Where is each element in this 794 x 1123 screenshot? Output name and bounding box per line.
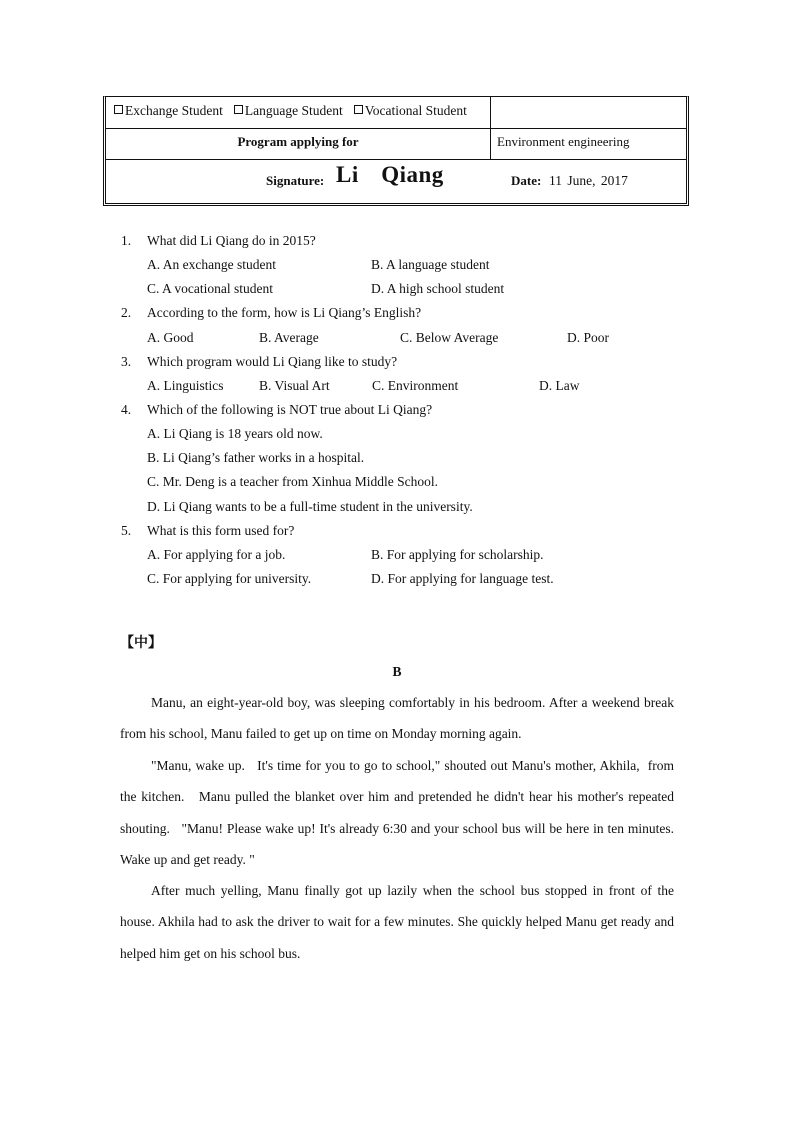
form-row-student-type: [106, 97, 686, 129]
option-2b: B. Average: [259, 330, 319, 345]
question-2: [121, 305, 421, 321]
option-1b: B. A language student: [371, 257, 490, 272]
checkbox-label: Vocational Student: [364, 103, 467, 118]
option-5d: D. For applying for language test.: [371, 571, 554, 586]
option-2c: C. Below Average: [400, 330, 499, 345]
student-type-cell: [106, 97, 491, 128]
option-4b: B. Li Qiang’s father works in a hospital.: [147, 450, 365, 465]
question-number: 5.: [121, 523, 132, 538]
question-number: 4.: [121, 402, 132, 417]
program-value: Environment engineering: [497, 134, 630, 149]
question-4: [121, 402, 432, 418]
checkbox-vocational-student[interactable]: [354, 103, 467, 119]
passage-title: B: [392, 664, 402, 679]
question-text: Which of the following is NOT true about Li Qiang?: [147, 402, 433, 417]
application-form-table: [103, 96, 689, 206]
checkbox-icon: [114, 105, 123, 114]
empty-cell: [491, 97, 686, 128]
option-1d: D. A high school student: [371, 281, 505, 296]
program-value-cell: [491, 129, 686, 159]
option-5a: A. For applying for a job.: [147, 547, 286, 562]
form-row-program: [106, 129, 686, 160]
question-number: 2.: [121, 305, 132, 320]
date-label: Date:: [511, 173, 542, 188]
option-3b: B. Visual Art: [259, 378, 330, 393]
option-5b: B. For applying for scholarship.: [371, 547, 544, 562]
passage-paragraph-1: Manu, an eight-year-old boy, was sleeping comfortably in his bedroom. After a weekend break from his school, Manu failed to get up on time on Monday morning again.: [120, 695, 674, 742]
signature-name: Li Qiang: [336, 162, 444, 187]
option-5c: C. For applying for university.: [147, 571, 312, 586]
checkbox-exchange-student[interactable]: [114, 103, 223, 119]
option-2a: A. Good: [147, 330, 194, 345]
program-label: Program applying for: [237, 134, 359, 149]
form-row-signature: [106, 160, 686, 202]
option-1c: C. A vocational student: [147, 281, 273, 296]
question-text: Which program would Li Qiang like to study?: [147, 354, 398, 369]
question-text: According to the form, how is Li Qiang’s English?: [147, 305, 422, 320]
question-1: [121, 233, 316, 249]
question-text: What is this form used for?: [147, 523, 295, 538]
program-label-cell: [106, 129, 491, 159]
checkbox-label: Exchange Student: [125, 103, 223, 118]
question-number: 3.: [121, 354, 132, 369]
option-4c: C. Mr. Deng is a teacher from Xinhua Middle School.: [147, 474, 438, 489]
question-text: What did Li Qiang do in 2015?: [147, 233, 316, 248]
question-5: [121, 523, 294, 539]
checkbox-language-student[interactable]: [234, 103, 343, 119]
option-1a: A. An exchange student: [147, 257, 276, 272]
option-3c: C. Environment: [372, 378, 459, 393]
question-3: [121, 354, 397, 370]
passage-paragraph-3: After much yelling, Manu finally got up lazily when the school bus stopped in front of the house. Akhila had to ask the driver to wait for a few minutes. She quickly helped Manu get ready and helped him get on his school bus.: [120, 883, 674, 961]
checkbox-icon: [354, 105, 363, 114]
option-3a: A. Linguistics: [147, 378, 224, 393]
checkbox-label: Language Student: [244, 103, 343, 118]
checkbox-icon: [234, 105, 243, 114]
option-4a: A. Li Qiang is 18 years old now.: [147, 426, 323, 441]
option-3d: D. Law: [539, 378, 580, 393]
passage-paragraph-2: "Manu, wake up. It's time for you to go to school," shouted out Manu's mother, Akhila, from the kitchen. Manu pulled the blanket over him and pretended he didn't hear his mother's repeated shouting. "Manu! Please wake up! It's already 6:30 and your school bus will be here in ten minutes. Wake up and get ready. ": [120, 758, 678, 867]
difficulty-tag: 【中】: [120, 635, 162, 651]
date-value: 11 June, 2017: [549, 173, 628, 188]
option-2d: D. Poor: [567, 330, 610, 345]
signature-label: Signature:: [266, 173, 325, 188]
option-4d: D. Li Qiang wants to be a full-time student in the university.: [147, 499, 473, 514]
question-number: 1.: [121, 233, 132, 248]
